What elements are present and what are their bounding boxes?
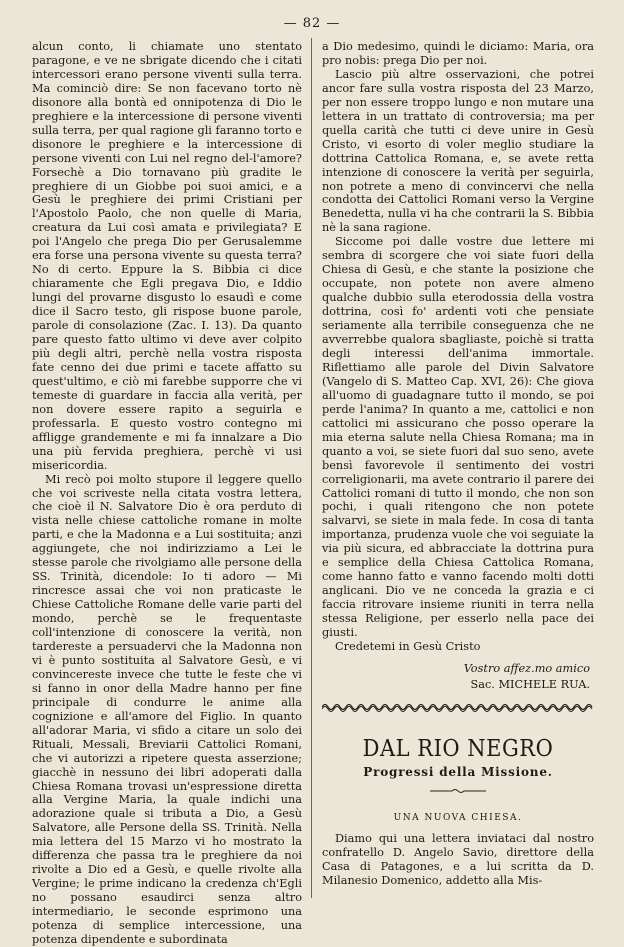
column-divider [311, 38, 312, 898]
paragraph: alcun conto, li chiamate uno stentato paragone, e ve ne sbrigate dicendo che i citati intercessori erano persone viventi sulla terra. Ma cominciò dire: Se non facevano torto nè disonore alla bontà ed onnipotenza di Dio le preghiere e la intercessione di persone viventi sulla terra, per qual ragione gli faranno torto e disonore le preghiere e la intercessione di persone viventi con Lui nel regno del-l'amore? Forsechè a Dio tornavano più gradite le preghiere di un Giobbe poi suoi amici, e a Gesù le preghiere dei primi Cristiani per l'Apostolo Paolo, che non quelle di Maria, creatura da Lui così amata e privilegiata? E poi l'Angelo che prega Dio per Gerusalemme era forse una persona vivente su questa terra? No di certo. Eppure la S. Bibbia ci dice chiaramente che Egli pregava Dio, e Iddio lungi del provarne disgusto lo esaudì e come dice il Sacro testo, gli rispose buone parole, parole di consolazione (Zac. I. 13). Da quanto pare questo fatto ultimo vi deve aver colpito più degli altri, perchè nella vostra risposta fate cenno dei due primi e tacete affatto su quest'ultimo, e ciò mi farebbe supporre che vi temeste di guardare in faccia alla verità, per non dovere essere rapito a seguirla e professarla. E questo vostro contegno mi affligge grandemente e mi fa innalzare a Dio una più fervida preghiera, perchè vi usi misericordia. [32, 40, 302, 472]
paragraph: Diamo qui una lettera inviataci dal nostro confratello D. Angelo Savio, direttore della Casa di Patagones, e a lui scritta da D. Milanesio Domenico, addetto alla Mis- [322, 831, 594, 887]
paragraph: Lascio più altre osservazioni, che potrei ancor fare sulla vostra risposta del 23 Marzo, per non essere troppo lungo e non mutare una lettera in un trattato di controversia; ma per quella carità che tutti ci deve unire in Gesù Cristo, vi esorto di voler meglio studiare la dottrina Cattolica Romana, e, se avete retta intenzione di conoscere la verità per seguirla, non potrete a meno di convincervi che nella condotta dei Cattolici Romani verso la Vergine Benedetta, nulla vi ha che contrarii la S. Bibbia nè la sana ragione. [322, 67, 594, 235]
ornamental-divider [322, 702, 594, 712]
subheading: UNA NUOVA CHIESA. [393, 812, 523, 823]
closing-line: Credetemi in Gesù Cristo [335, 639, 481, 653]
right-column [322, 40, 594, 888]
paragraph: Mi recò poi molto stupore il leggere quello che voi scriveste nella citata vostra lettera, che cioè il N. Salvatore Dio è ora perduto di vista nelle chiese cattoliche romane in molte parti, e che la Madonna e a Lui sostituita; anzi aggiungete, che noi indirizziamo a Lei le stesse parole che rivolgiamo alle persone della SS. Trinità, dicendole: Io ti adoro — Mi rincresce assai che voi non praticaste le Chiese Cattoliche Romane delle varie parti del mondo, perchè se le frequentaste coll'intenzione di conoscere la verità, non tardereste a persuadervi che la Madonna non vi è punto sostituita al Salvatore Gesù, e vi convincereste invece che tutte le feste che vi si fanno in onor della Madre hanno per fine principale di condurre le anime alla cognizione e all'amore del Figlio. In quanto all'adorar Maria, vi sfido a citare un solo dei Rituali, Messali, Breviarii Cattolici Romani, che vi autorizzi a ripetere questa asserzione; giacchè in nessuno dei libri adoperati dalla Chiesa Romana trovasi un'espressione diretta alla Vergine Maria, la quale indichi una adorazione quale si tributa a Dio, a Gesù Salvatore, alle Persone della SS. Trinità. Nella mia lettera del 15 Marzo vi ho mostrato la differenza che passa tra le preghiere da noi rivolte a Dio ed a Gesù, e quelle rivolte alla Vergine; le prime indicano la credenza ch'Egli no possano esaudirci senza altro intermediario, le seconde esprimono una potenza di semplice intercessione, una potenza dipendente e subordinata [32, 472, 302, 946]
signer-name: Sac. MICHELE RUA. [470, 677, 590, 691]
paragraph: Siccome poi dalle vostre due lettere mi sembra di scorgere che voi siate fuori della Chiesa di Gesù, e che stante la posizione che occupate, non potete non avere almeno qualche dubbio sulla eterodossia della vostra dottrina, così fo' ardenti voti che pensiate seriamente alla terribile conseguenza che ne avverrebbe qualora sbagliaste, poichè si tratta degli interessi dell'anima immortale. Riflettiamo alle parole del Divin Salvatore (Vangelo di S. Matteo Cap. XVI, 26): Che giova all'uomo di guadagnare tutto il mondo, se poi perde l'anima? In quanto a me, cattolici e non cattolici mi assicurano che posso operare la mia eterna salute nella Chiesa Romana; ma in quanto a voi, se siete fuori dal suo seno, avete bensì favorevole il sentimento dei vostri correligionarii, ma avete contrario il parere dei Cattolici romani di tutto il mondo, che non son pochi, i quali ritengono che non potete salvarvi, se siete in mala fede. In cosa di tanta importanza, prudenza vuole che voi seguiate la via più sicura, ed abbracciate la dottrina pura e semplice della Chiesa Cattolica Romana, come hanno fatto e vanno facendo molti dotti anglicani. Dio ve ne conceda la grazia e ci faccia ritrovare insieme riuniti in terra nella stessa Religione, per esserlo nella pace dei giusti. [322, 235, 594, 640]
left-column [32, 40, 302, 947]
flourish-divider [322, 784, 594, 798]
page-number: — 82 — [283, 16, 341, 31]
paragraph: a Dio medesimo, quindi le diciamo: Maria, ora pro nobis: prega Dio per noi. [322, 40, 594, 67]
section-subtitle: Progressi della Missione. [363, 764, 553, 779]
section-title: DAL RIO NEGRO [362, 734, 554, 762]
signature-line: Vostro affez.mo amico [463, 661, 590, 675]
